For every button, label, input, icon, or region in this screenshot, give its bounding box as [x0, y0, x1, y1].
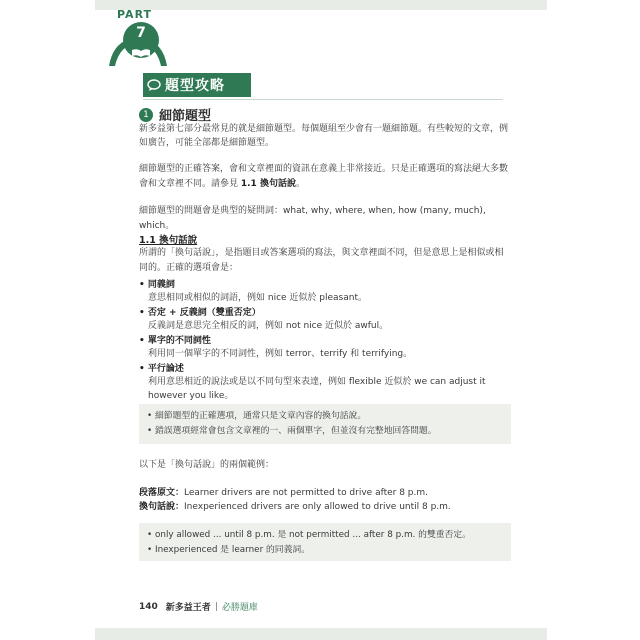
- part-circle: [123, 22, 159, 58]
- paragraph-2b-pre: 會和文章裡不同。請參見: [139, 179, 241, 189]
- bullet-title-4: • 平行論述: [139, 361, 184, 374]
- subsection-title: 1.1 換句話說: [139, 235, 198, 246]
- note-2-line-1: • only allowed ... until 8 p.m. 是 not permitted ... after 8 p.m. 的雙重否定。: [147, 528, 503, 543]
- section-title: 細節題型: [159, 109, 212, 124]
- part-number: 7: [136, 25, 146, 41]
- section-title-bar: [143, 73, 251, 97]
- footer-separator: |: [214, 601, 218, 612]
- bullet-body-1: 意思相同或相似的詞語，例如 nice 近似於 pleasant。: [148, 293, 367, 303]
- paragraph-1a: 新多益第七部分最常見的就是細節題型。每個題組至少會有一題細節題。有些較短的文章，例: [139, 124, 509, 134]
- section-number: 1: [139, 108, 153, 122]
- example-original-text: Learner drivers are not permitted to drive after 8 p.m.: [184, 488, 429, 498]
- book-subtitle: 必勝題庫: [221, 603, 258, 613]
- bullet-body-2: 反義詞是意思完全相反的詞，例如 not nice 近似於 awful。: [148, 321, 389, 331]
- example-original-label: 段落原文：: [139, 488, 185, 498]
- page-footer: [139, 600, 258, 613]
- example-original: [139, 486, 511, 501]
- paragraph-1b: 如廣告，可能全部都是細節題型。: [139, 138, 275, 148]
- bullet-title-1: • 同義詞: [139, 277, 175, 290]
- paragraph-3: 細節題型的問題會是典型的疑問詞：what, why, where, when, how (many, much), which。: [139, 206, 486, 231]
- bullet-title-2: • 否定 + 反義詞（雙重否定）: [139, 305, 261, 318]
- note-1-line-2: • 錯誤選項經常會包含文章裡的一、兩個單字，但並沒有完整地回答問題。: [147, 424, 503, 439]
- bullet-body-3: 利用同一個單字的不同詞性，例如 terror、terrify 和 terrifying。: [148, 349, 413, 359]
- note-box-1: [139, 404, 511, 444]
- page-number: 140: [139, 601, 158, 612]
- paragraph-2b-post: 。: [295, 179, 305, 189]
- example-paraphrase: [139, 500, 511, 515]
- bullet-title-3: • 單字的不同詞性: [139, 333, 211, 346]
- page-title: 題型攻略: [165, 78, 225, 94]
- book-page: [95, 0, 547, 640]
- part-badge: [95, 0, 185, 80]
- note-box-2: [139, 523, 511, 561]
- subsection-intro-a: 所謂的「換句話說」，是指題目或答案選項的寫法，與文章裡面不同，但是意思上是相似或相: [139, 248, 504, 258]
- part-label: PART: [117, 8, 153, 21]
- bullet-body-4: 利用意思相近的說法或是以不同句型來表達，例如 flexible 近似於 we can adjust it however you like。: [148, 377, 486, 401]
- paragraph-2a: 細節題型的正確答案，會和文章裡面的資訊在意義上非常接近。只是正確選項的寫法絕大多數: [139, 164, 509, 174]
- paragraph-2b: [139, 177, 511, 192]
- example-paraphrase-label: 換句話說：: [139, 502, 185, 512]
- speech-bubble-icon: [147, 79, 161, 91]
- book-title: 新多益王者: [165, 603, 211, 613]
- note-2-line-2: • Inexperienced 是 learner 的同義詞。: [147, 543, 503, 558]
- examples-intro: 以下是「換句話說」的兩個範例：: [139, 460, 275, 470]
- title-underline: [143, 99, 503, 100]
- bottom-band: [95, 628, 547, 640]
- paragraph-2b-ref: 1.1 換句話說: [240, 179, 296, 189]
- note-1-line-1: • 細節題型的正確選項，通常只是文章內容的換句話說。: [147, 409, 503, 424]
- open-book-icon: [131, 48, 151, 57]
- subsection-intro-b: 同的。正確的選項會是：: [139, 263, 239, 273]
- example-paraphrase-text: Inexperienced drivers are only allowed to drive until 8 p.m.: [184, 502, 451, 512]
